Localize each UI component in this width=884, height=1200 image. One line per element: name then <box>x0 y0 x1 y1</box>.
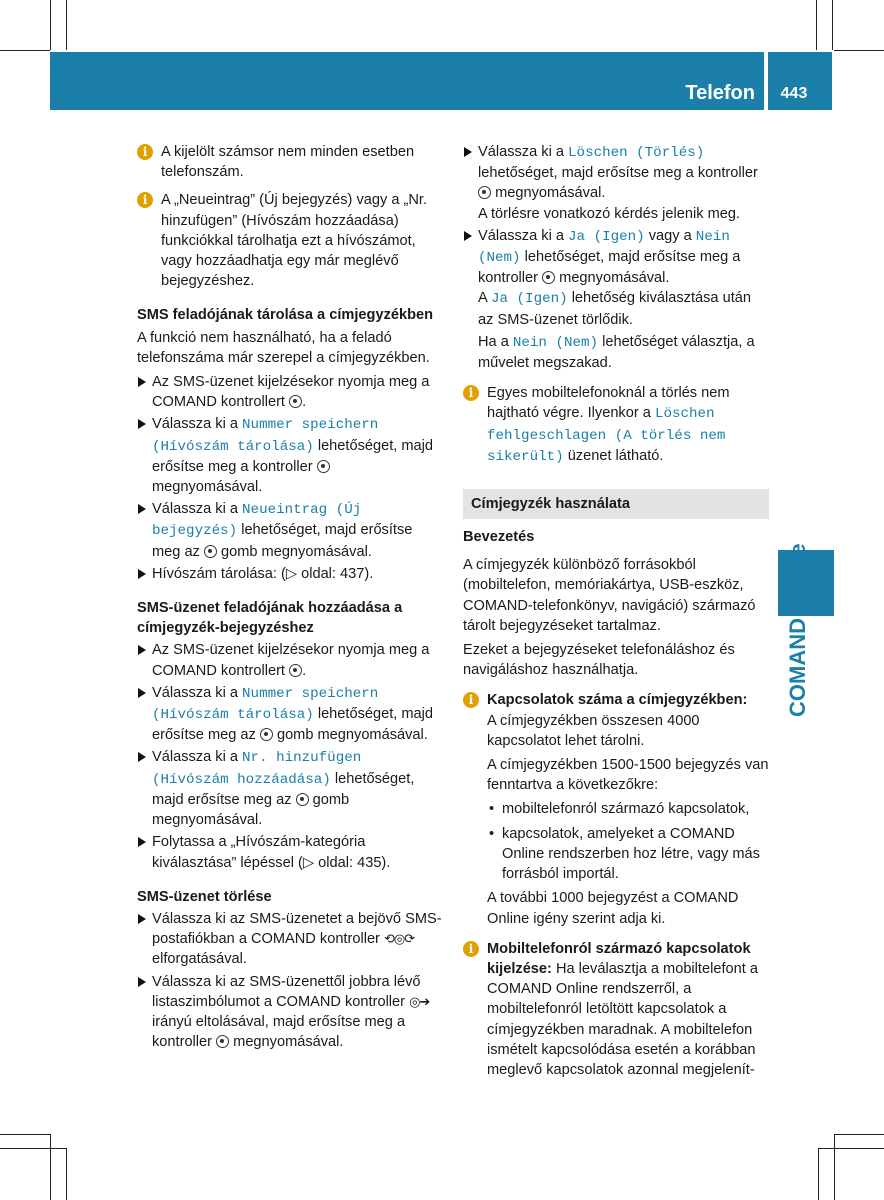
info-icon: i <box>463 692 479 708</box>
arrow-icon <box>138 645 146 655</box>
arrow-icon <box>464 147 472 157</box>
info-text-part: üzenet látható. <box>567 447 664 464</box>
info-text: A címjegyzékben 1500-1500 bejegyzés van fenntartva a következőkre: <box>487 757 769 794</box>
info-text: A címjegyzékben összesen 4000 kapcsolatot lehet tárolni. <box>487 712 700 749</box>
step-result <box>478 332 769 373</box>
menu-option: Ja (Igen) <box>491 291 568 308</box>
step-text: A <box>478 290 487 307</box>
controller-slide-right-icon: ◎➔ <box>409 993 430 1009</box>
bullet-item <box>487 824 769 885</box>
menu-option: Nr. hinzufügen (Hívószám hozzáadása) <box>152 750 362 788</box>
bullet-text: kapcsolatok, amelyeket a COMAND Online rendszerben hoz létre, vagy más forrásból importál. <box>502 825 760 883</box>
arrow-icon <box>138 837 146 847</box>
crop-mark <box>818 1148 884 1149</box>
crop-mark <box>50 1134 51 1200</box>
step-text: lehetőséget választja, a művelet megszakad. <box>478 333 755 372</box>
step-text: Folytassa a „Hívószám-kategória kiválasztása” lépéssel (▷ oldal: 435). <box>152 834 391 871</box>
info-icon: i <box>137 144 153 160</box>
info-title: Kapcsolatok száma a címjegyzékben: <box>487 692 748 709</box>
arrow-icon <box>138 504 146 514</box>
step-text: megnyomásával. <box>152 479 263 496</box>
step-text: megnyomásával. <box>233 1034 344 1051</box>
step-item: Az SMS-üzenet kijelzésekor nyomja meg a COMAND kontrollert . <box>137 640 443 680</box>
left-column <box>137 142 443 1054</box>
step-item <box>137 747 443 830</box>
menu-option: Löschen (Törlés) <box>568 145 705 161</box>
step-text: irányú eltolásával, majd erősítse meg a kontroller <box>152 1013 406 1051</box>
page-number: 443 <box>780 85 808 102</box>
info-icon: i <box>463 941 479 957</box>
controller-press-icon <box>260 728 273 741</box>
step-text: lehetőség kiválasztása után az SMS-üzenet törlődik. <box>478 290 751 328</box>
step-text: Válassza ki a <box>152 416 238 433</box>
crop-mark <box>0 1134 50 1135</box>
step-item <box>137 564 443 584</box>
info-title: Mobiltelefonról származó kapcsolatok kijelzése: <box>487 940 751 977</box>
paragraph: A címjegyzék különböző forrásokból (mobiltelefon, memóriakártya, USB-eszköz, COMAND-telefonkönyv, navigáció) származó tárolt bejegyzéseket tartalmaz. <box>463 557 756 634</box>
crop-mark <box>818 1148 819 1200</box>
menu-option: Nummer speichern (Hívószám tárolása) <box>152 685 379 724</box>
side-label <box>780 542 816 717</box>
step-text: Válassza ki az SMS-üzenettől jobbra lévő listaszimbólumot a COMAND kontroller <box>152 973 421 1010</box>
section-heading: Bevezetés <box>463 529 535 546</box>
section-heading: SMS-üzenet törlése <box>137 888 272 905</box>
step-text: Válassza ki a <box>152 684 238 701</box>
step-text: lehetőséget, majd erősítse meg a kontroller <box>152 437 434 475</box>
controller-press-icon <box>216 1035 229 1048</box>
info-note <box>463 383 769 467</box>
step-text: Válassza ki a <box>152 501 238 518</box>
section-heading: SMS feladójának tárolása a címjegyzékben <box>137 307 434 324</box>
bullet-text: mobiltelefonról származó kapcsolatok, <box>502 801 750 818</box>
step-item <box>137 909 443 970</box>
controller-press-icon <box>204 545 217 558</box>
step-text: megnyomásával. <box>559 270 670 287</box>
step-text: Válassza ki a <box>478 227 564 244</box>
arrow-icon <box>138 377 146 387</box>
arrow-icon <box>138 752 146 762</box>
controller-press-icon <box>317 460 330 473</box>
info-icon: i <box>463 385 479 401</box>
controller-press-icon <box>478 186 491 199</box>
info-text: A „Neueintrag” (Új bejegyzés) vagy a „Nr. hinzufügen” (Hívószám hozzáadása) funkciókkal tárolhatja ezt a hívószámot, vagy hozzáadhatja egy már meglévő bejegyzéshez. <box>161 192 428 290</box>
info-note <box>463 939 769 1080</box>
step-text: Az SMS-üzenet kijelzésekor nyomja meg a COMAND kontrollert <box>152 374 430 411</box>
step-text: megnyomásával. <box>495 185 606 202</box>
step-text: Válassza ki az SMS-üzenetet a bejövő SMS-postafiókban a COMAND kontroller <box>152 910 442 948</box>
info-text <box>487 383 769 467</box>
arrow-icon <box>138 688 146 698</box>
paragraph: Ezeket a bejegyzéseket telefonáláshoz és navigáláshoz használhatja. <box>463 642 735 679</box>
step-item <box>137 414 443 497</box>
info-text-part: Ha leválasztja a mobiltelefont a COMAND Online rendszerről, a mobiltelefonról letöltött kapcsolatok a címjegyzékben maradnak. A mobiltelefon ismételt kapcsolódása esetén a korábban meglevő kapcsolatok azonnal megjelenít- <box>487 960 758 1078</box>
step-text: elforgatásával. <box>152 951 247 968</box>
info-note <box>463 690 769 928</box>
info-text <box>487 939 769 1080</box>
controller-press-icon <box>296 793 309 806</box>
step-text: vagy a <box>648 227 692 244</box>
step-text: lehetőséget, majd erősítse meg az <box>152 770 415 808</box>
step-item <box>137 972 443 1053</box>
bullet-dot: • <box>489 801 495 818</box>
controller-rotate-icon: ⟲◎⟳ <box>383 931 415 947</box>
step-text: Ha a <box>478 333 509 350</box>
step-text: Az SMS-üzenet kijelzésekor nyomja meg a COMAND kontrollert <box>152 642 430 679</box>
paragraph: A funkció nem használható, ha a feladó telefonszáma már szerepel a címjegyzékben. <box>137 329 430 366</box>
step-item <box>463 142 769 224</box>
bullet-dot: • <box>489 825 495 842</box>
crop-mark <box>834 1134 884 1135</box>
step-text: Hívószám tárolása: (▷ oldal: 437). <box>152 565 374 582</box>
menu-option: Nein (Nem) <box>478 228 730 267</box>
section-title-bar: Címjegyzék használata <box>463 489 769 519</box>
info-icon: i <box>137 192 153 208</box>
menu-option: Neueintrag (Új bejegyzés) <box>152 502 362 540</box>
step-item: Az SMS-üzenet kijelzésekor nyomja meg a COMAND kontrollert . <box>137 372 443 412</box>
crop-mark <box>0 1148 66 1149</box>
step-text: lehetőséget, majd erősítse meg az <box>152 522 413 560</box>
controller-press-icon <box>289 664 302 677</box>
arrow-icon <box>138 569 146 579</box>
info-text: A további 1000 bejegyzést a COMAND Online igény szerint adja ki. <box>487 890 739 927</box>
info-note <box>137 142 443 182</box>
step-item <box>137 499 443 562</box>
section-heading: SMS-üzenet feladójának hozzáadása a címjegyzék-bejegyzéshez <box>137 600 403 637</box>
crop-mark <box>834 1134 835 1200</box>
step-item <box>137 832 443 872</box>
step-text: lehetőséget, majd erősítse meg a kontroller <box>478 165 758 182</box>
menu-option: Löschen fehlgeschlagen (A törlés nem sikerült) <box>487 406 726 465</box>
arrow-icon <box>138 419 146 429</box>
step-text: lehetőséget, majd erősítse meg az <box>152 706 434 744</box>
step-text: gomb megnyomásával. <box>220 543 372 560</box>
arrow-icon <box>138 914 146 924</box>
step-text: lehetőséget, majd erősítse meg a kontroller <box>478 249 741 287</box>
crop-mark <box>66 1148 67 1200</box>
step-result: A törlésre vonatkozó kérdés jelenik meg. <box>478 205 741 222</box>
crop-mark <box>834 50 884 51</box>
step-text: gomb megnyomásával. <box>152 791 350 829</box>
menu-option: Ja (Igen) <box>568 228 645 245</box>
page-title: Telefon <box>685 82 755 104</box>
menu-option: Nein (Nem) <box>512 334 599 351</box>
step-item <box>137 683 443 746</box>
step-result <box>478 288 769 329</box>
bullet-item <box>487 799 769 819</box>
crop-mark <box>816 0 817 50</box>
side-label-text: COMAND Online <box>785 543 810 717</box>
arrow-icon <box>464 231 472 241</box>
step-text: Válassza ki a <box>478 144 564 160</box>
step-text: gomb megnyomásával. <box>276 727 428 744</box>
info-note <box>137 190 443 291</box>
crop-mark <box>66 0 67 50</box>
arrow-icon <box>138 977 146 987</box>
right-column <box>463 142 769 1088</box>
crop-mark <box>832 0 833 50</box>
menu-option: Nummer speichern (Hívószám tárolása) <box>152 417 379 455</box>
step-text: Válassza ki a <box>152 749 238 766</box>
controller-press-icon <box>289 395 302 408</box>
crop-mark <box>0 50 50 51</box>
step-item <box>463 226 769 373</box>
crop-mark <box>50 0 51 50</box>
info-text-part: Egyes mobiltelefonoknál a törlés nem hajtható végre. Ilyenkor a <box>487 385 730 422</box>
info-text: A kijelölt számsor nem minden esetben telefonszám. <box>161 144 415 181</box>
controller-press-icon <box>542 271 555 284</box>
